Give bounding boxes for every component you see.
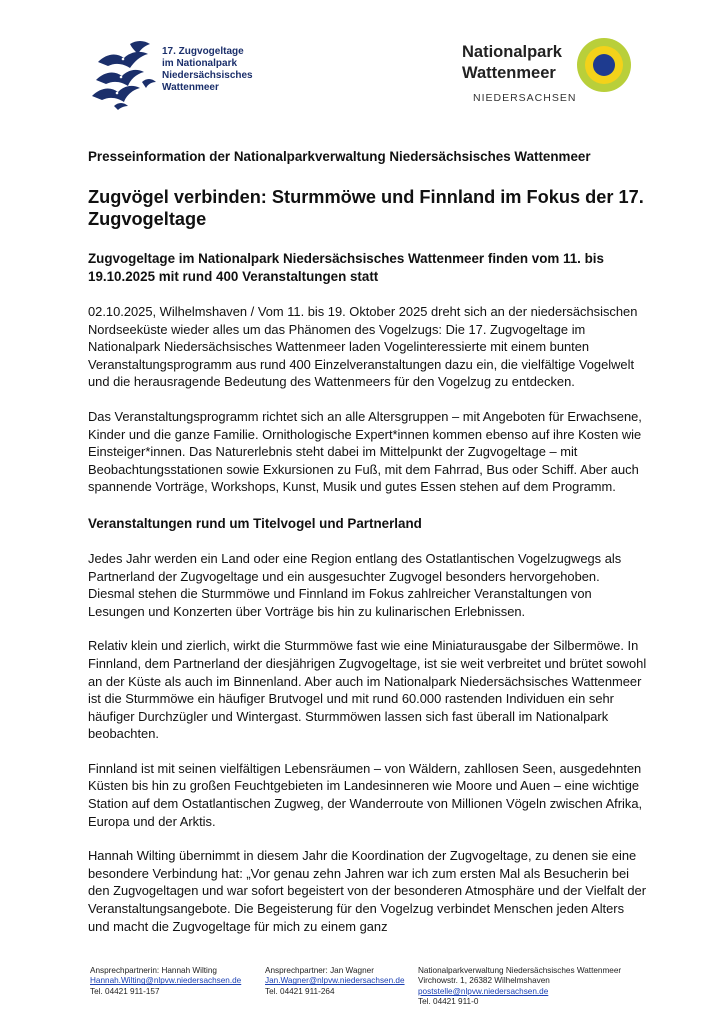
paragraph-partnerland: Jedes Jahr werden ein Land oder eine Region entlang des Ostatlantischen Vogelzugwegs als Partnerland der Zugvogeltage und ein ausgesuchter Zugvogel besonders hervorgehoben. Diesmal stehen die Sturmmöwe und Finnland im Fokus zahlreicher Veranstaltungen von Lesungen und Konzerten über Vorträge bis hin zu kulinarischen Erlebnissen. — [88, 550, 622, 619]
section-heading: Veranstaltungen rund um Titelvogel und Partnerland — [88, 515, 422, 531]
org-address: Virchowstr. 1, 26382 Wilhelmshaven — [418, 976, 550, 986]
paragraph-intro: 02.10.2025, Wilhelmshaven / Vom 11. bis 19. Oktober 2025 dreht sich an der niedersächsischen Nordseeküste wieder alles um das Phänomen des Vogelzugs: Die 17. Zugvogeltage im Nationalpark Niedersächsisches Wattenmeer laden Vogelinteressierte mit einem bunten Veranstaltungsprogramm aus rund 400 Einzelveranstaltungen dazu ein, die vielfältige Vogelwelt und die herausragende Bedeutung des Wattenmeers für den Vogelzug zu entdecken. — [88, 304, 638, 390]
nationalpark-logo — [462, 38, 642, 108]
footer-contact-wilting — [90, 966, 241, 997]
press-info-line: Presseinformation der Nationalparkverwaltung Niedersächsisches Wattenmeer — [88, 149, 591, 164]
paragraph-program: Das Veranstaltungsprogramm richtet sich an alle Altersgruppen – mit Angeboten für Erwachsene, Kinder und die ganze Familie. Ornithologische Expert*innen kommen ebenso auf ihre Kosten wie Einsteiger*innen. Das Naturerlebnis steht dabei im Mittelpunkt der Zugvogeltage – mit Beobachtungsstationen sowie Exkursionen zu Fuß, mit dem Fahrrad, Bus oder Schiff. Aber auch spannende Vorträge, Workshops, Kunst, Musik und gutes Essen stehen auf dem Programm. — [88, 408, 642, 495]
contact-phone: Tel. 04421 911-157 — [90, 986, 160, 996]
logo-nationalpark-text: Nationalpark — [462, 43, 562, 61]
press-release — [88, 148, 648, 935]
contact-label: Ansprechpartner: Jan Wagner — [265, 966, 374, 975]
contact-email-link[interactable]: Jan.Wagner@nlpvw.niedersachsen.de — [265, 976, 405, 986]
sun-circle-icon — [576, 37, 632, 93]
zugvogeltage-logo — [90, 36, 290, 110]
logo-line-1: 17. Zugvogeltage — [162, 46, 244, 57]
paragraph-finnland: Finnland ist mit seinen vielfältigen Lebensräumen – von Wäldern, zahllosen Seen, ausgedehnten Küsten bis hin zu großen Feuchtgebieten im Landesinneren wie Moore und Auen – eine wichtige Station auf dem Ostatlantischen Zugweg, der Wanderroute von Millionen Vögeln zwischen Afrika, Europa und der Arktis. — [88, 760, 643, 829]
logo-wattenmeer-text: Wattenmeer — [462, 64, 556, 82]
logo-niedersachsen-text: NIEDERSACHSEN — [473, 92, 577, 104]
footer-organization — [418, 966, 621, 1008]
contact-label: Ansprechpartnerin: Hannah Wilting — [90, 966, 217, 975]
page-subtitle: Zugvogeltage im Nationalpark Niedersächsisches Wattenmeer finden vom 11. bis 19.10.2025 mit rund 400 Veranstaltungen statt — [88, 251, 604, 284]
paragraph-hannah-wilting: Hannah Wilting übernimmt in diesem Jahr die Koordination der Zugvogeltage, zu denen sie eine besondere Verbindung hat: „Vor genau zehn Jahren war ich zum ersten Mal als Besucherin bei den Zugvogeltagen und war sofort begeistert von der besonderen Atmosphäre und der Vielfalt der Veranstaltungsangebote. Die Begeisterung für den Vogelzug verbindet Menschen jeden Alters und macht die Zugvogeltage für mich zu einem ganz — [88, 848, 647, 934]
org-name: Nationalparkverwaltung Niedersächsisches Wattenmeer — [418, 966, 622, 975]
org-email-link[interactable]: poststelle@nlpvw.niedersachsen.de — [418, 986, 549, 996]
page-title: Zugvögel verbinden: Sturmmöwe und Finnland im Fokus der 17. Zugvogeltage — [88, 187, 644, 229]
contact-phone: Tel. 04421 911-264 — [265, 986, 335, 996]
logo-line-4: Wattenmeer — [162, 82, 219, 93]
logo-line-2: im Nationalpark — [162, 58, 238, 69]
org-phone: Tel. 04421 911-0 — [418, 997, 479, 1007]
logo-line-3: Niedersächsisches — [162, 70, 253, 81]
footer-contact-wagner — [265, 966, 405, 997]
birds-flock-icon — [90, 36, 160, 110]
paragraph-sturmmoewe: Relativ klein und zierlich, wirkt die Sturmmöwe fast wie eine Miniaturausgabe der Silbermöwe. In Finnland, dem Partnerland der diesjährigen Zugvogeltage, ist sie weit verbreitet und brütet sowohl an der Küste als auch im Binnenland. Aber auch im Nationalpark Niedersächsisches Wattenmeer ist die Sturmmöwe ein häufiger Brutvogel und mit rund 60.000 rastenden Individuen ein sehr häufiger Durchzügler und Wintergast. Sturmmöwen lassen sich fast überall im Nationalpark beobachten. — [88, 638, 647, 742]
contact-email-link[interactable]: Hannah.Wilting@nlpvw.niedersachsen.de — [90, 976, 242, 986]
